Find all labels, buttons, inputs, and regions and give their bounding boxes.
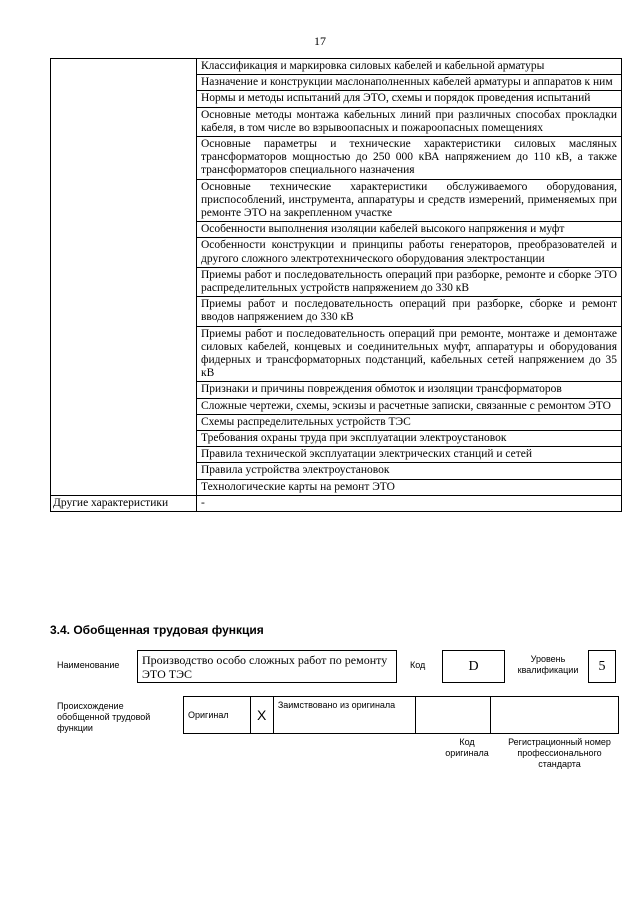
- knowledge-item: Технологические карты на ремонт ЭТО: [197, 479, 622, 495]
- knowledge-item: Схемы распределительных устройств ТЭС: [197, 414, 622, 430]
- knowledge-item: Приемы работ и последовательность операций при ремонте, монтаже и демонтаже силовых кабелей, концевых и соединительных муфт, аппаратуры и оборудования фидерных и трансформаторных подстанций, кабельных сетей напряжением до 35 кВ: [197, 326, 622, 382]
- name-label: Наименование: [57, 660, 120, 670]
- reg-number-label: Регистрационный номер профессионального стандарта: [508, 737, 611, 769]
- knowledge-item: Основные методы монтажа кабельных линий при различных способах прокладки кабеля, в том числе во взрывоопасных и пожароопасных помещениях: [197, 107, 622, 136]
- other-characteristics-row: [51, 495, 622, 511]
- knowledge-table: [50, 58, 622, 512]
- reg-number-cell: [490, 697, 618, 734]
- knowledge-item: Назначение и конструкции маслонаполненных кабелей арматуры и аппаратов к ним: [197, 75, 622, 91]
- knowledge-label-cell: [51, 59, 197, 496]
- qualification-level-label: Уровень квалификации: [517, 654, 579, 675]
- other-characteristics-label: Другие характеристики: [51, 495, 197, 511]
- code-original-cell: [416, 697, 491, 734]
- knowledge-item: Признаки и причины повреждения обмоток и изоляции трансформаторов: [197, 382, 622, 398]
- origin-table: [183, 696, 619, 734]
- original-label: Оригинал: [184, 697, 251, 734]
- knowledge-item: Приемы работ и последовательность операций при разборке, сборке и ремонт вводов напряжением до 330 кВ: [197, 297, 622, 326]
- knowledge-row: [51, 59, 622, 75]
- knowledge-item: Особенности выполнения изоляции кабелей высокого напряжения и муфт: [197, 222, 622, 238]
- code-value-box: D: [442, 650, 505, 683]
- knowledge-item: Сложные чертежи, схемы, эскизы и расчетные записки, связанные с ремонтом ЭТО: [197, 398, 622, 414]
- knowledge-item: Основные параметры и технические характеристики силовых масляных трансформаторов мощностью до 250 000 кВА напряжением до 110 кВ, а также трансформаторов специального назначения: [197, 137, 622, 180]
- code-original-label: Код оригинала: [445, 737, 489, 758]
- origin-label: Происхождение обобщенной трудовой функции: [57, 701, 151, 733]
- function-name-box: Производство особо сложных работ по ремонту ЭТО ТЭС: [137, 650, 397, 683]
- knowledge-item: Нормы и методы испытаний для ЭТО, схемы и порядок проведения испытаний: [197, 91, 622, 107]
- knowledge-item: Правила устройства электроустановок: [197, 463, 622, 479]
- original-mark: X: [250, 697, 273, 734]
- knowledge-item: Правила технической эксплуатации электрических станций и сетей: [197, 447, 622, 463]
- borrowed-label: Заимствовано из оригинала: [273, 697, 415, 734]
- other-characteristics-value: -: [197, 495, 622, 511]
- qualification-level-box: 5: [588, 650, 616, 683]
- knowledge-item: Особенности конструкции и принципы работы генераторов, преобразователей и другого сложного электротехнического оборудования электростанции: [197, 238, 622, 267]
- knowledge-item: Приемы работ и последовательность операций при разборке, ремонте и сборке ЭТО распределительных устройств напряжением до 330 кВ: [197, 267, 622, 296]
- page-number: 17: [314, 34, 326, 48]
- knowledge-item: Классификация и маркировка силовых кабелей и кабельной арматуры: [197, 59, 622, 75]
- knowledge-item: Требования охраны труда при эксплуатации электроустановок: [197, 431, 622, 447]
- section-heading: 3.4. Обобщенная трудовая функция: [50, 623, 264, 637]
- knowledge-item: Основные технические характеристики обслуживаемого оборудования, приспособлений, инструмента, аппаратуры и средств измерений, применяемых при ремонте ЭТО на закрепленном участке: [197, 179, 622, 222]
- code-label: Код: [410, 660, 426, 670]
